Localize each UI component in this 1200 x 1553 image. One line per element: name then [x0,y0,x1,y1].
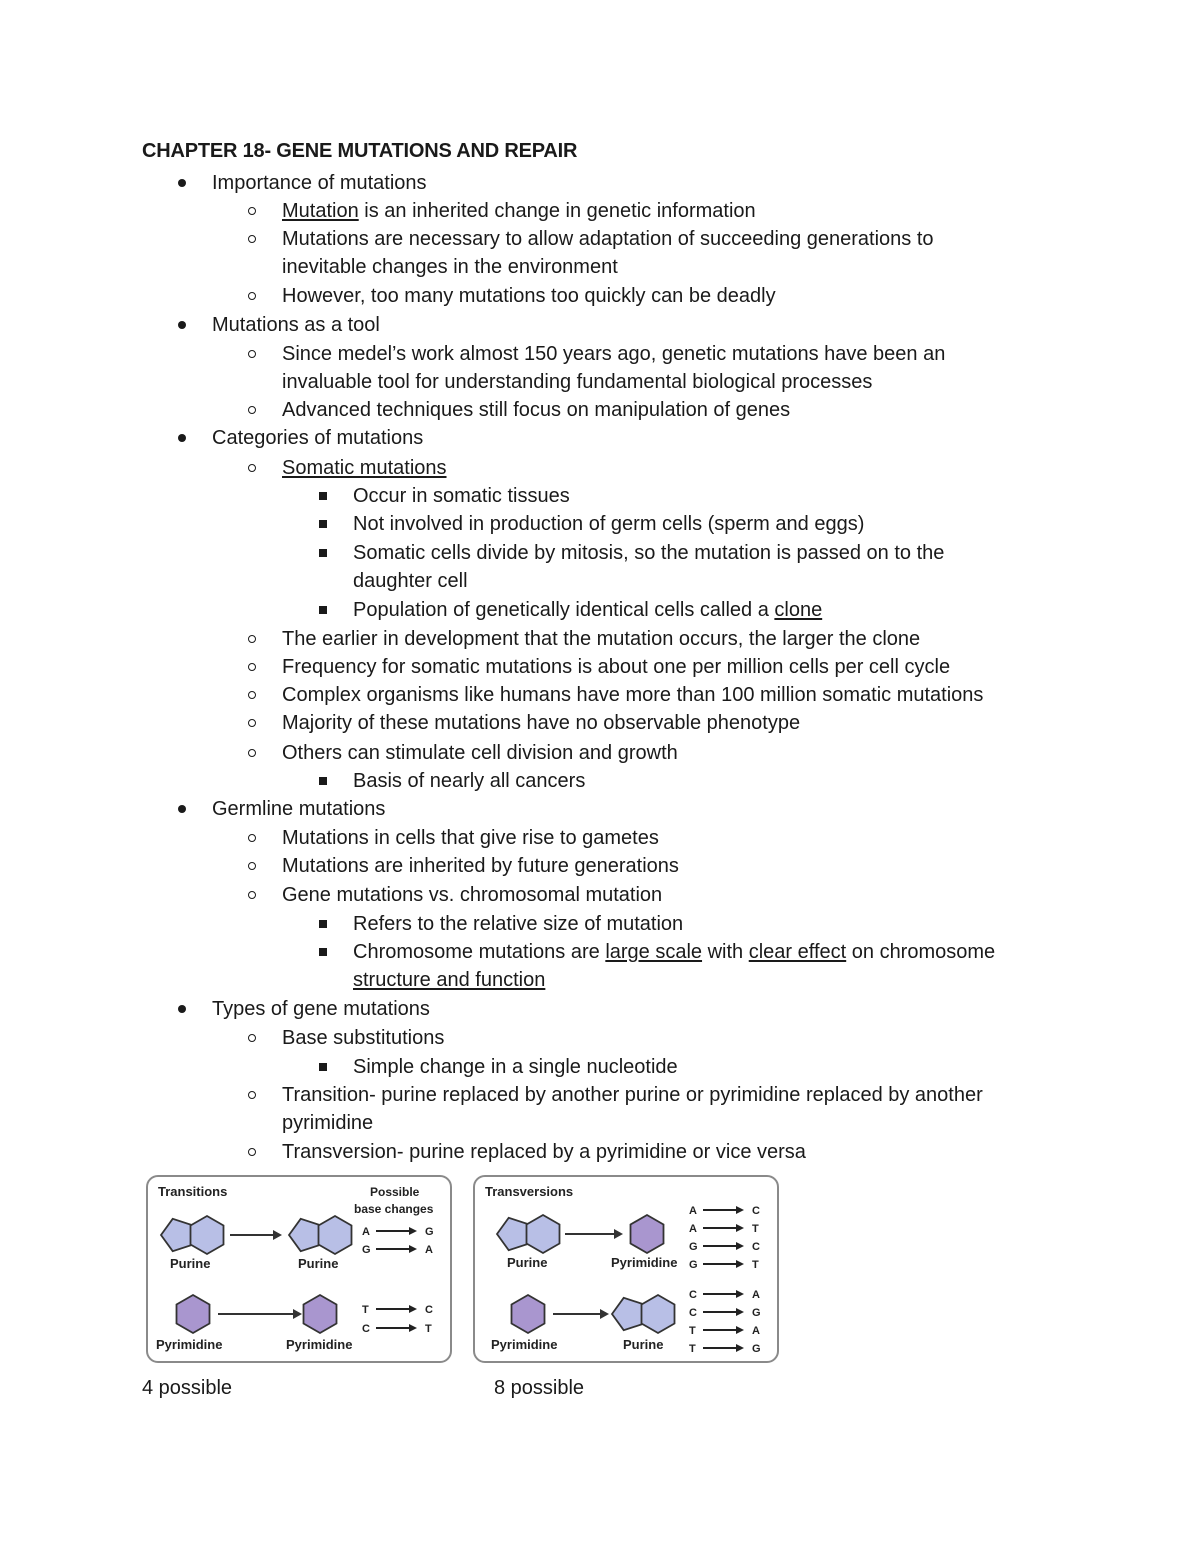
base-to: C [425,1304,433,1316]
circle-bullet-icon [248,891,256,899]
base-change-row [362,1244,433,1256]
ring-shape [631,1215,664,1253]
possible-label: base changes [354,1202,434,1216]
list-item: Mutations are necessary to allow adaptation of succeeding generations to [282,225,934,253]
ring-shape [177,1295,210,1333]
arrow-head-icon [409,1245,417,1253]
base-to: T [425,1323,432,1335]
purine-label: Purine [298,1256,339,1271]
circle-bullet-icon [248,862,256,870]
list-item: Population of genetically identical cells called a clone [353,596,822,624]
list-item: Basis of nearly all cancers [353,767,585,795]
base-change-row [689,1223,759,1235]
arrow-head-icon [736,1344,744,1352]
pyrimidine-label: Pyrimidine [286,1337,353,1352]
list-item [282,454,447,482]
purine-molecule-icon [612,1295,675,1333]
list-item: Mutations as a tool [212,311,380,339]
base-to: C [752,1241,760,1253]
ring-shape [319,1216,352,1254]
base-to: A [752,1325,760,1337]
arrow-head-icon [736,1308,744,1316]
base-change-row [689,1259,759,1271]
list-item-continuation: invaluable tool for understanding fundamental biological processes [282,371,873,393]
arrow-head-icon [736,1242,744,1250]
list-item: Transition- purine replaced by another purine or pyrimidine replaced by another [282,1081,983,1109]
circle-bullet-icon [248,749,256,757]
transitions-caption: 4 possible [142,1377,233,1399]
base-change-row [689,1241,760,1253]
base-from: C [362,1323,370,1335]
list-item: Importance of mutations [212,169,427,197]
base-change-row [689,1343,761,1355]
base-change-row [362,1226,434,1238]
base-to: A [752,1289,760,1301]
ring-shape [191,1216,224,1254]
base-to: A [425,1244,433,1256]
square-bullet-icon [319,948,327,956]
circle-bullet-icon [248,719,256,727]
arrow-head-icon [736,1224,744,1232]
ring-shape [642,1295,675,1333]
ring-shape [512,1295,545,1333]
circle-bullet-icon [248,834,256,842]
list-item: Not involved in production of germ cells (sperm and eggs) [353,510,864,538]
bullet-icon [178,805,186,813]
arrow-head-icon [273,1230,282,1240]
purine-label: Purine [170,1256,211,1271]
bullet-icon [178,179,186,187]
list-item: Since medel’s work almost 150 years ago, genetic mutations have been an [282,340,945,368]
list-item: Gene mutations vs. chromosomal mutation [282,881,662,909]
list-item-continuation [353,966,545,994]
arrow-head-icon [409,1324,417,1332]
term-somatic-mutations: Somatic mutations [282,457,447,479]
list-item-continuation: daughter cell [353,570,468,592]
bullet-icon [178,1005,186,1013]
purine-molecule-icon [161,1216,224,1254]
pyrimidine-label: Pyrimidine [611,1255,678,1270]
list-item: However, too many mutations too quickly can be deadly [282,282,776,310]
circle-bullet-icon [248,635,256,643]
bullet-icon [178,321,186,329]
circle-bullet-icon [248,464,256,472]
base-from: C [689,1307,697,1319]
list-item-continuation: pyrimidine [282,1112,374,1134]
square-bullet-icon [319,492,327,500]
circle-bullet-icon [248,350,256,358]
circle-bullet-icon [248,1034,256,1042]
transversions-diagram [475,1177,777,1361]
arrow-head-icon [409,1227,417,1235]
term-clear-effect: clear effect [748,941,847,963]
square-bullet-icon [319,520,327,528]
list-item: Refers to the relative size of mutation [353,910,683,938]
base-change-row [689,1325,760,1337]
list-item: Frequency for somatic mutations is about one per million cells per cell cycle [282,653,950,681]
ring-shape [527,1215,560,1253]
ring-shape [497,1218,528,1250]
purine-molecule-icon [289,1216,352,1254]
ring-shape [161,1219,192,1251]
arrow-head-icon [409,1305,417,1313]
transitions-figure [146,1175,452,1363]
circle-bullet-icon [248,292,256,300]
base-from: A [689,1205,697,1217]
circle-bullet-icon [248,406,256,414]
ring-shape [289,1219,320,1251]
pyrimidine-molecule-icon [512,1295,545,1333]
purine-label: Purine [507,1255,548,1270]
term-large-scale: large scale [605,941,703,963]
transversions-caption: 8 possible [494,1377,585,1399]
base-to: G [425,1226,434,1238]
base-change-row [689,1205,760,1217]
base-from: G [689,1259,698,1271]
base-from: T [689,1343,696,1355]
transitions-diagram [148,1177,450,1361]
pyrimidine-label: Pyrimidine [156,1337,223,1352]
base-to: T [752,1259,759,1271]
circle-bullet-icon [248,1148,256,1156]
square-bullet-icon [319,777,327,785]
circle-bullet-icon [248,691,256,699]
list-item: Base substitutions [282,1024,444,1052]
arrow-head-icon [736,1206,744,1214]
list-item: Simple change in a single nucleotide [353,1053,678,1081]
page-title: CHAPTER 18- GENE MUTATIONS AND REPAIR [142,140,578,162]
base-from: C [689,1289,697,1301]
arrow-head-icon [736,1326,744,1334]
list-item: Majority of these mutations have no observable phenotype [282,709,800,737]
circle-bullet-icon [248,663,256,671]
pyrimidine-molecule-icon [304,1295,337,1333]
pyrimidine-molecule-icon [631,1215,664,1253]
arrow-head-icon [600,1309,609,1319]
base-from: G [689,1241,698,1253]
pyrimidine-label: Pyrimidine [491,1337,558,1352]
arrow-head-icon [736,1290,744,1298]
arrow-head-icon [736,1260,744,1268]
square-bullet-icon [319,549,327,557]
term-structure-and-function: structure and function [353,969,546,991]
pyrimidine-molecule-icon [177,1295,210,1333]
term-clone: clone [774,599,823,621]
list-item: Chromosome mutations are large scale with clear effect on chromosome [353,938,995,966]
base-from: T [362,1304,369,1316]
base-from: T [689,1325,696,1337]
transversions-figure [473,1175,779,1363]
square-bullet-icon [319,606,327,614]
list-item: Others can stimulate cell division and growth [282,739,678,767]
arrow-head-icon [614,1229,623,1239]
base-change-row [689,1307,761,1319]
base-change-row [362,1323,432,1335]
list-item: Categories of mutations [212,424,423,452]
base-to: G [752,1343,761,1355]
circle-bullet-icon [248,1091,256,1099]
list-item: Advanced techniques still focus on manipulation of genes [282,396,790,424]
base-from: G [362,1244,371,1256]
square-bullet-icon [319,1063,327,1071]
ring-shape [304,1295,337,1333]
list-item: Occur in somatic tissues [353,482,570,510]
base-change-row [689,1289,760,1301]
circle-bullet-icon [248,235,256,243]
list-item: Mutations are inherited by future generations [282,852,679,880]
list-item: Germline mutations [212,795,385,823]
base-to: T [752,1223,759,1235]
square-bullet-icon [319,920,327,928]
purine-molecule-icon [497,1215,560,1253]
base-to: G [752,1307,761,1319]
list-item: Mutation is an inherited change in genetic information [282,197,756,225]
base-to: C [752,1205,760,1217]
base-change-row [362,1304,433,1316]
figure-title: Transversions [485,1184,574,1199]
list-item: The earlier in development that the mutation occurs, the larger the clone [282,625,920,653]
term-mutation: Mutation [282,200,359,222]
purine-label: Purine [623,1337,664,1352]
list-item: Types of gene mutations [212,995,430,1023]
list-item: Mutations in cells that give rise to gametes [282,824,659,852]
base-from: A [689,1223,697,1235]
arrow-head-icon [293,1309,302,1319]
list-item: Somatic cells divide by mitosis, so the mutation is passed on to the [353,539,944,567]
ring-shape [612,1298,643,1330]
base-from: A [362,1226,370,1238]
circle-bullet-icon [248,207,256,215]
possible-label: Possible [370,1185,420,1199]
list-item: Transversion- purine replaced by a pyrimidine or vice versa [282,1138,806,1166]
bullet-icon [178,434,186,442]
figure-title: Transitions [158,1184,228,1199]
list-item: Complex organisms like humans have more than 100 million somatic mutations [282,681,983,709]
list-item-continuation: inevitable changes in the environment [282,256,618,278]
